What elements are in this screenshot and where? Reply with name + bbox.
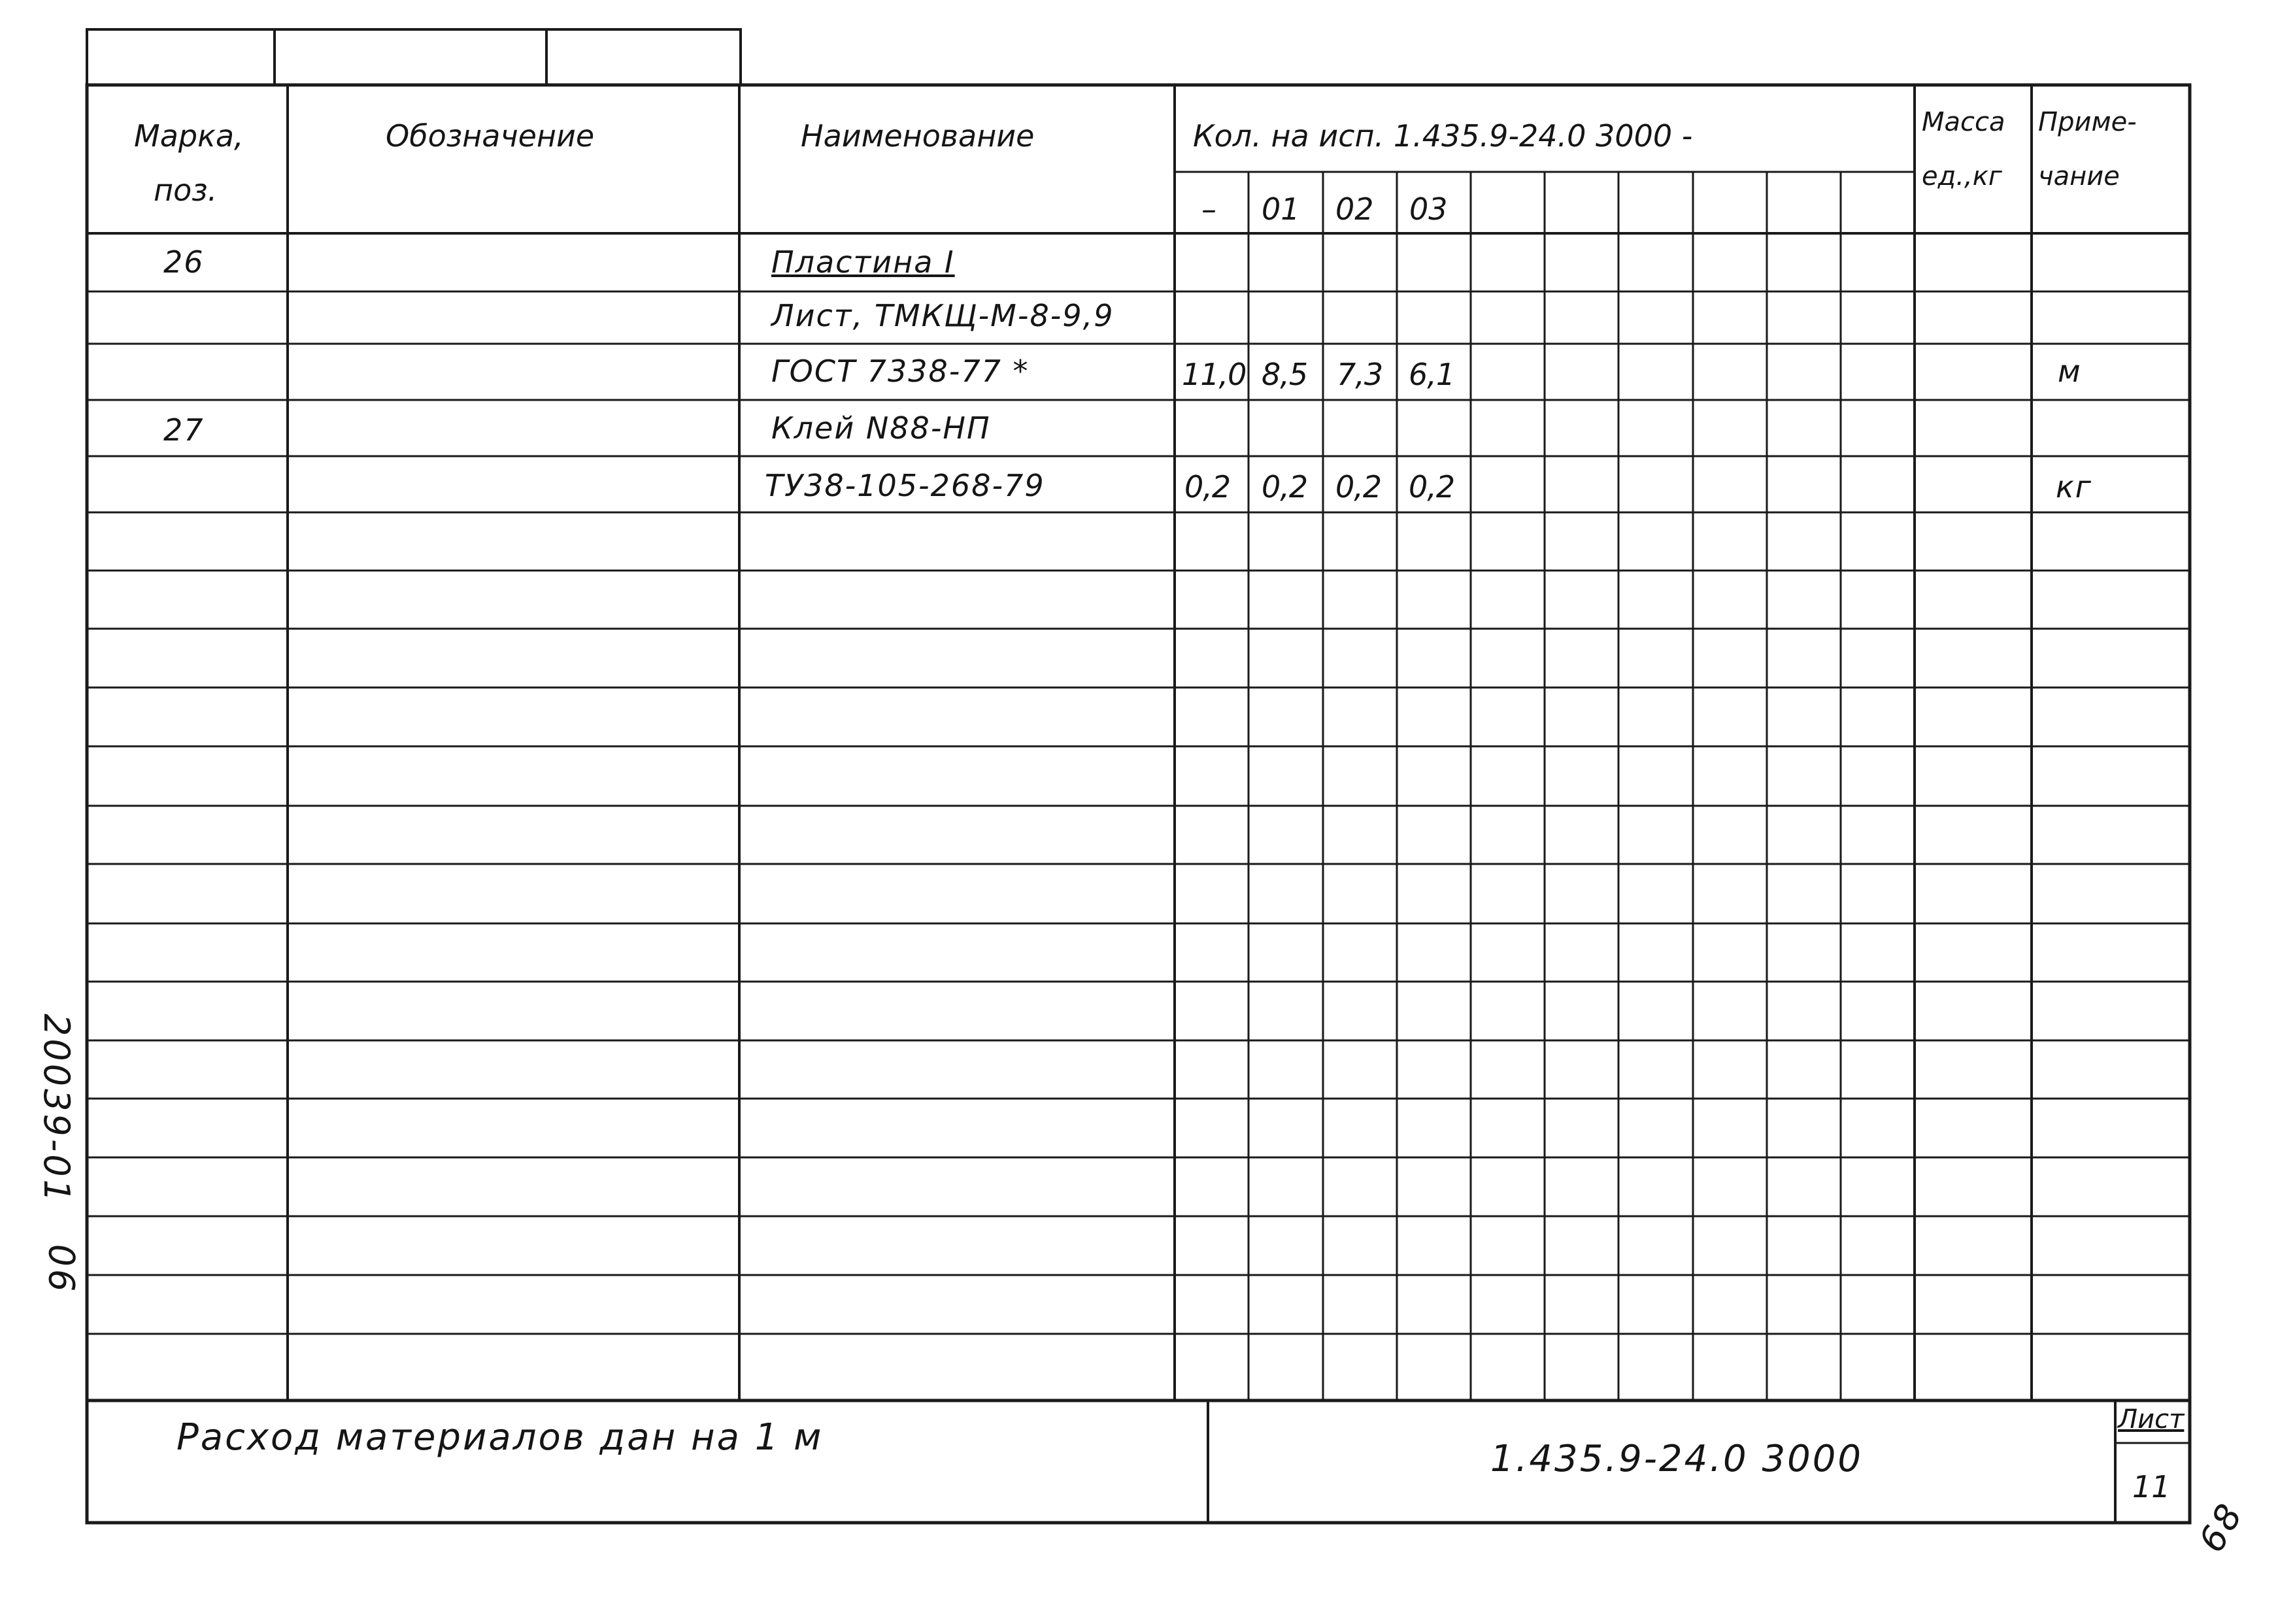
row-4-name: Клей N88-НП — [771, 410, 991, 446]
header-quantity-title: Кол. на исп. 1.435.9-24.0 3000 - — [1193, 118, 1693, 154]
header-designation: Обозначение — [386, 118, 595, 154]
row-4-mark: 27 — [163, 412, 205, 448]
row-3-qty-2: 7,3 — [1337, 357, 1383, 392]
row-5-qty-2: 0,2 — [1335, 469, 1382, 505]
header-variant-1: 01 — [1262, 191, 1300, 227]
header-mass-line2: ед.,кг — [1922, 161, 2002, 191]
header-note-line2: чание — [2038, 161, 2120, 191]
row-5-qty-0: 0,2 — [1184, 469, 1231, 505]
row-5-name: ТУ38-105-268-79 — [765, 468, 1045, 503]
footer-sheet-label: Лист — [2118, 1404, 2185, 1434]
side-inventory-number: 20039-01 — [35, 1014, 77, 1204]
header-variant-0: – — [1201, 191, 1216, 227]
row-3-qty-1: 8,5 — [1262, 357, 1308, 392]
row-3-note: м — [2058, 354, 2082, 389]
header-note-line1: Приме- — [2038, 107, 2137, 137]
header-mark-line1: Марка, — [134, 118, 244, 154]
row-3-name: ГОСТ 7338-77 * — [771, 354, 1030, 389]
header-variant-2: 02 — [1335, 191, 1374, 227]
outer-frame — [87, 85, 2190, 1523]
top-stamp-frame — [87, 29, 741, 85]
footer-remark: Расход материалов дан на 1 м — [176, 1416, 824, 1459]
header-name: Наименование — [801, 118, 1035, 154]
footer-sheet-number: 11 — [2132, 1469, 2171, 1504]
footer-doc-number: 1.435.9-24.0 3000 — [1490, 1438, 1863, 1480]
header-mark-line2: поз. — [154, 173, 218, 208]
row-5-note: кг — [2056, 469, 2092, 505]
row-1-name: Пластина I — [771, 244, 955, 280]
side-code: 06 — [41, 1244, 82, 1295]
header-mass-line1: Масса — [1922, 107, 2005, 137]
header-variant-3: 03 — [1409, 191, 1448, 227]
row-5-qty-1: 0,2 — [1262, 469, 1308, 505]
row-1-mark: 26 — [163, 244, 205, 280]
row-5-qty-3: 0,2 — [1409, 469, 1455, 505]
page-number: 68 — [2190, 1495, 2252, 1559]
row-3-qty-0: 11,0 — [1182, 357, 1247, 392]
row-2-name: Лист, ТМКЩ-М-8-9,9 — [771, 298, 1114, 333]
row-3-qty-3: 6,1 — [1409, 357, 1455, 392]
